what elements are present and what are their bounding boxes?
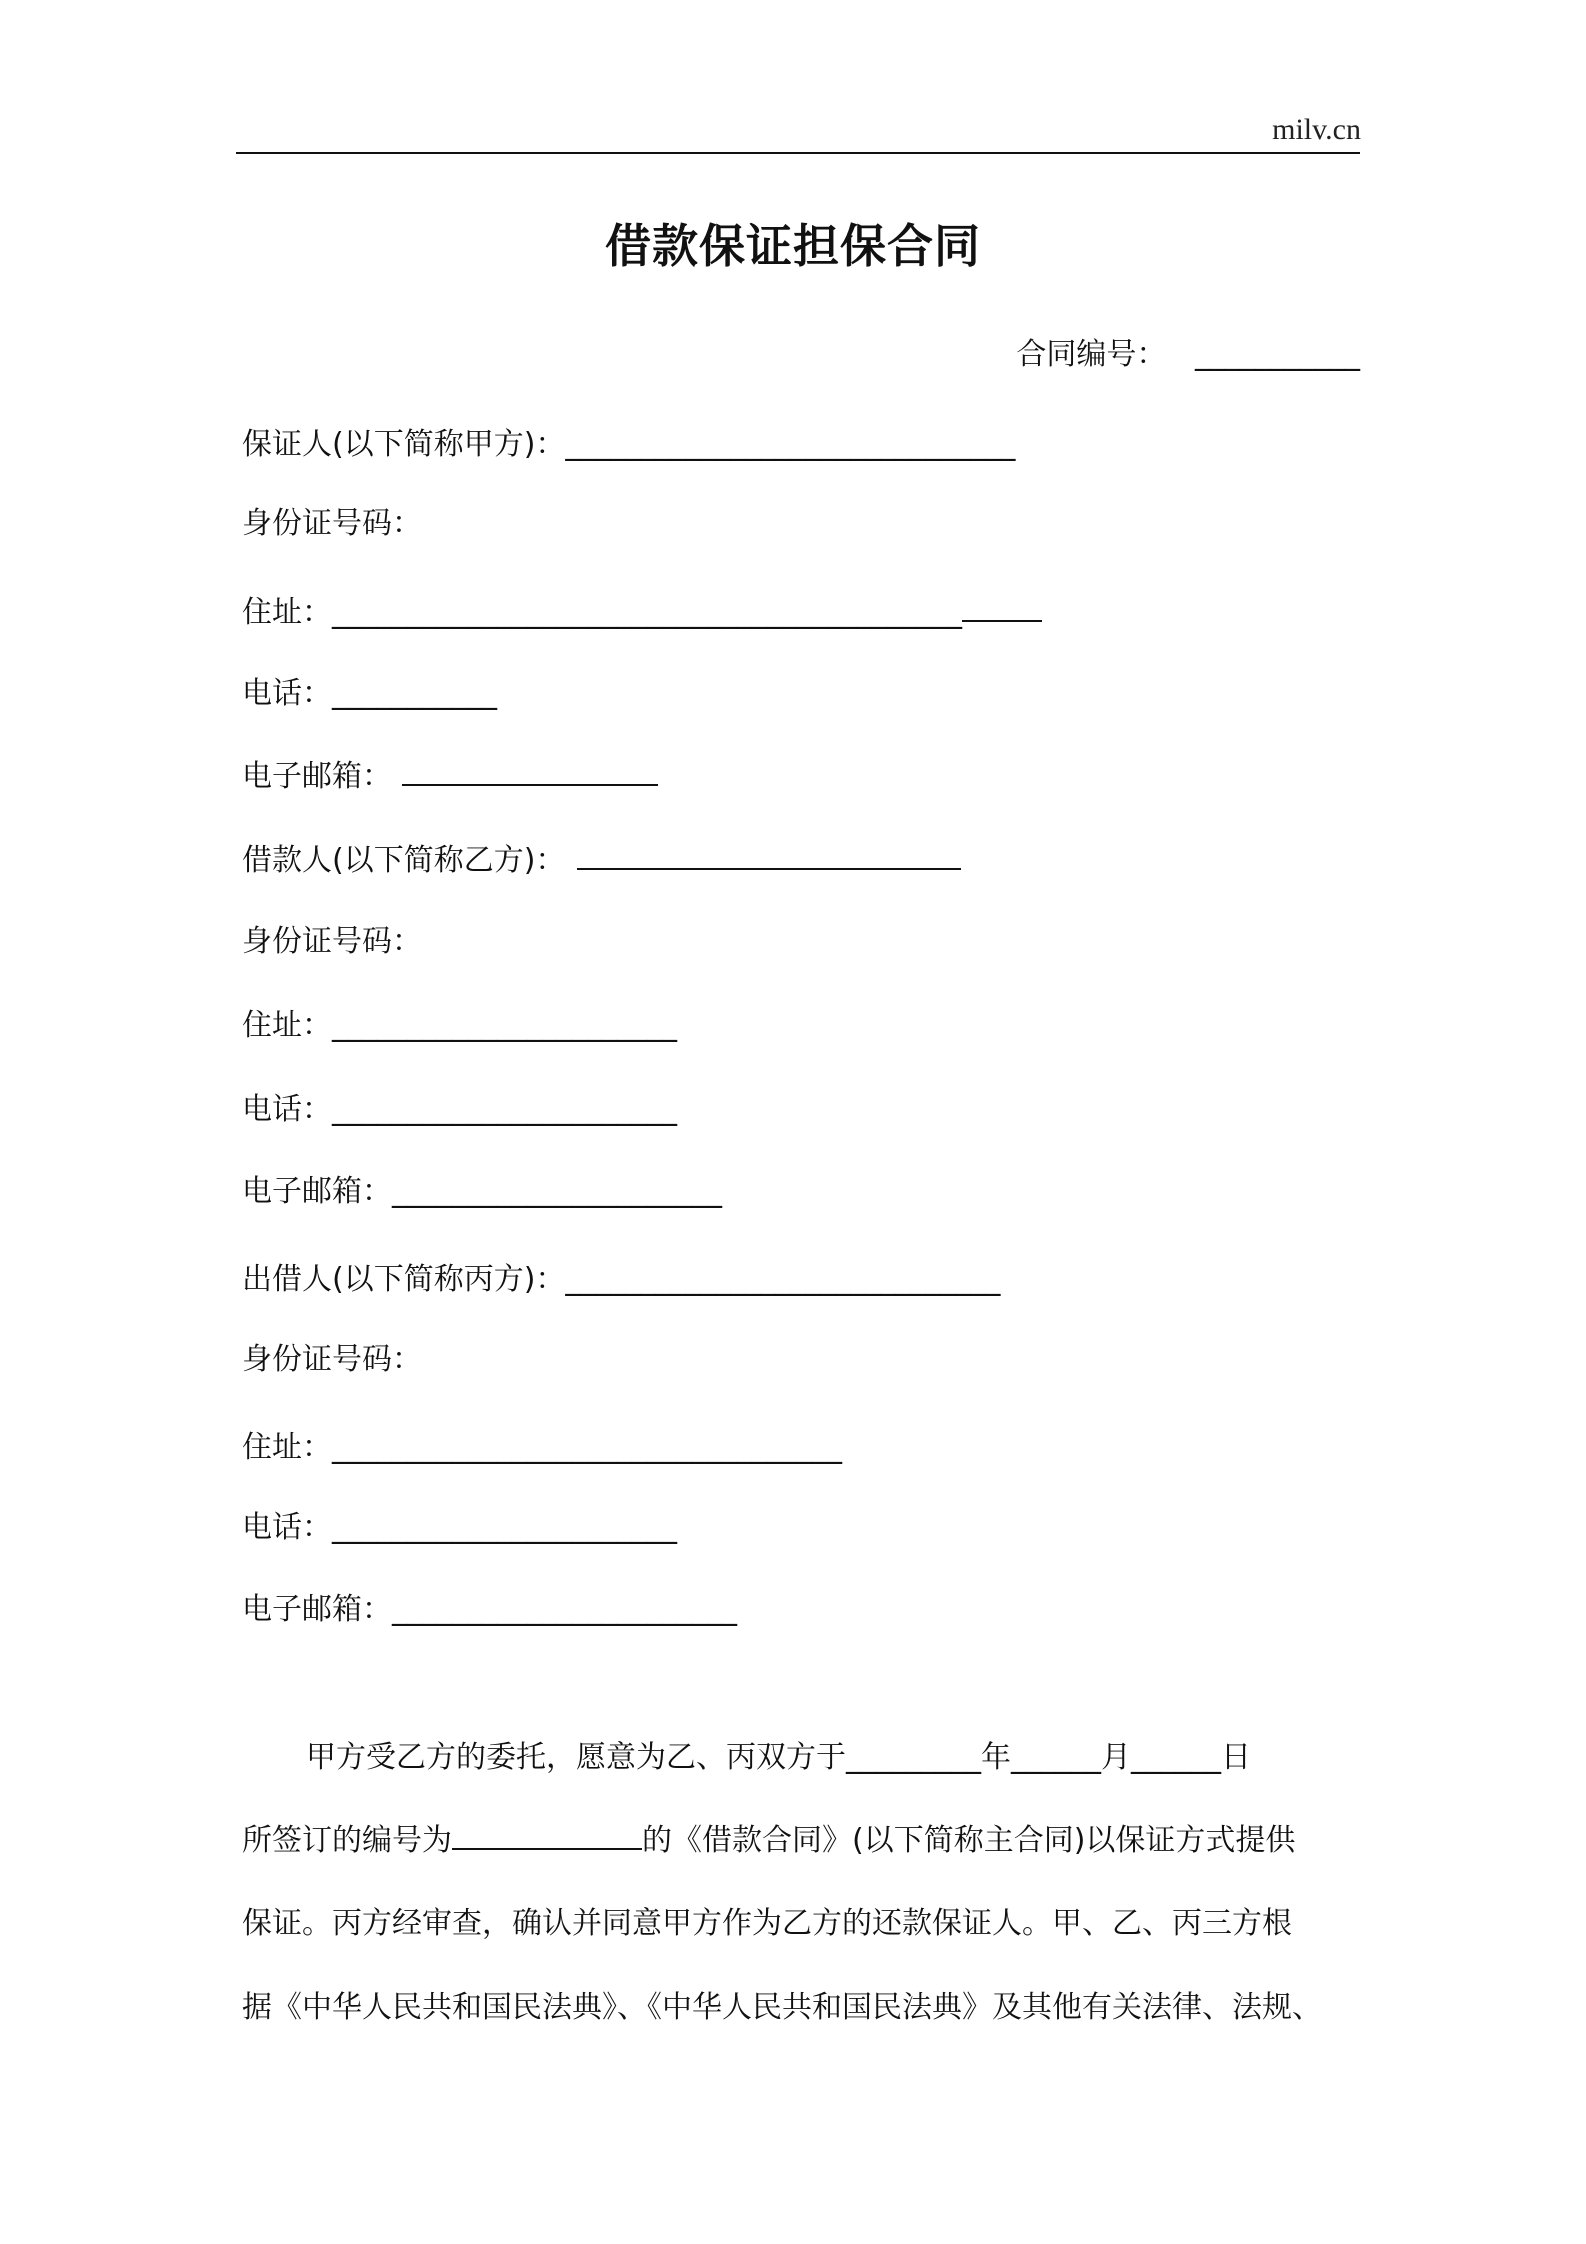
body-line-2-text-b: 的《借款合同》(以下简称主合同)以保证方式提供: [642, 1823, 1296, 1858]
main-contract-number-field[interactable]: [452, 1820, 642, 1850]
lender-phone-label: 电话：: [242, 1510, 332, 1545]
guarantor-address-field-extension[interactable]: [962, 592, 1042, 622]
lender-id-row: [242, 1340, 422, 1380]
borrower-party-field[interactable]: [577, 840, 961, 870]
lender-id-label: 身份证号码：: [242, 1342, 422, 1377]
guarantor-phone-label: 电话：: [242, 676, 332, 711]
borrower-party-row: [242, 840, 961, 881]
borrower-address-label: 住址：: [242, 1008, 332, 1043]
date-day-field[interactable]: ______: [1131, 1740, 1221, 1775]
borrower-phone-row: [242, 1090, 677, 1130]
guarantor-party-label: 保证人(以下简称甲方)：: [242, 427, 566, 462]
body-line-1-text: 甲方受乙方的委托，愿意为乙、丙双方于: [306, 1740, 846, 1775]
lender-email-field[interactable]: _______________________: [392, 1592, 737, 1627]
lender-email-row: [242, 1590, 737, 1630]
year-label: 年: [981, 1740, 1011, 1775]
borrower-email-row: [242, 1172, 722, 1212]
lender-address-label: 住址：: [242, 1430, 332, 1465]
day-label: 日: [1221, 1740, 1251, 1775]
guarantor-email-row: [242, 756, 658, 797]
guarantor-address-label: 住址：: [242, 595, 332, 630]
guarantor-email-field[interactable]: [402, 756, 658, 786]
body-line-1: [306, 1738, 1251, 1778]
header-rule: [236, 152, 1360, 154]
guarantor-id-row: [242, 504, 422, 544]
contract-number-label: 合同编号：: [1016, 337, 1167, 372]
document-title: 借款保证担保合同: [605, 219, 981, 273]
guarantor-party-row: [242, 425, 1015, 465]
borrower-party-label: 借款人(以下简称乙方)：: [242, 843, 566, 878]
guarantor-phone-row: [242, 674, 497, 714]
lender-party-row: [242, 1260, 1000, 1300]
contract-number-field[interactable]: ___________: [1195, 337, 1360, 372]
guarantor-phone-field[interactable]: ___________: [332, 676, 497, 711]
guarantor-address-field[interactable]: __________________________________________: [332, 595, 962, 630]
lender-address-field[interactable]: __________________________________: [332, 1430, 842, 1465]
borrower-id-row: [242, 922, 422, 962]
guarantor-party-field[interactable]: ______________________________: [565, 427, 1016, 462]
borrower-id-label: 身份证号码：: [242, 924, 422, 959]
lender-address-row: [242, 1428, 842, 1468]
borrower-email-field[interactable]: ______________________: [392, 1174, 722, 1209]
lender-phone-row: [242, 1508, 677, 1548]
body-line-3: 保证。丙方经审查，确认并同意甲方作为乙方的还款保证人。甲、乙、丙三方根: [242, 1906, 1292, 1941]
body-line-2: [242, 1820, 1360, 1861]
borrower-email-label: 电子邮箱：: [242, 1174, 392, 1209]
guarantor-email-label: 电子邮箱：: [242, 759, 392, 794]
borrower-phone-label: 电话：: [242, 1092, 332, 1127]
borrower-address-field[interactable]: _______________________: [332, 1008, 677, 1043]
lender-email-label: 电子邮箱：: [242, 1592, 392, 1627]
borrower-phone-field[interactable]: _______________________: [332, 1092, 677, 1127]
month-label: 月: [1101, 1740, 1131, 1775]
borrower-address-row: [242, 1006, 677, 1046]
body-line-4: 据《中华人民共和国民法典》、《中华人民共和国民法典》及其他有关法律、法规、: [242, 1990, 1322, 2025]
lender-party-label: 出借人(以下简称丙方)：: [242, 1262, 566, 1297]
date-month-field[interactable]: ______: [1011, 1740, 1101, 1775]
guarantor-address-row: [242, 592, 1042, 633]
guarantor-id-label: 身份证号码：: [242, 506, 422, 541]
lender-party-field[interactable]: _____________________________: [565, 1262, 1001, 1297]
lender-phone-field[interactable]: _______________________: [332, 1510, 677, 1545]
site-label: milv.cn: [1272, 113, 1361, 146]
contract-number-row: [1016, 335, 1360, 375]
date-year-field[interactable]: _________: [846, 1740, 981, 1775]
body-line-2-text-a: 所签订的编号为: [242, 1823, 452, 1858]
